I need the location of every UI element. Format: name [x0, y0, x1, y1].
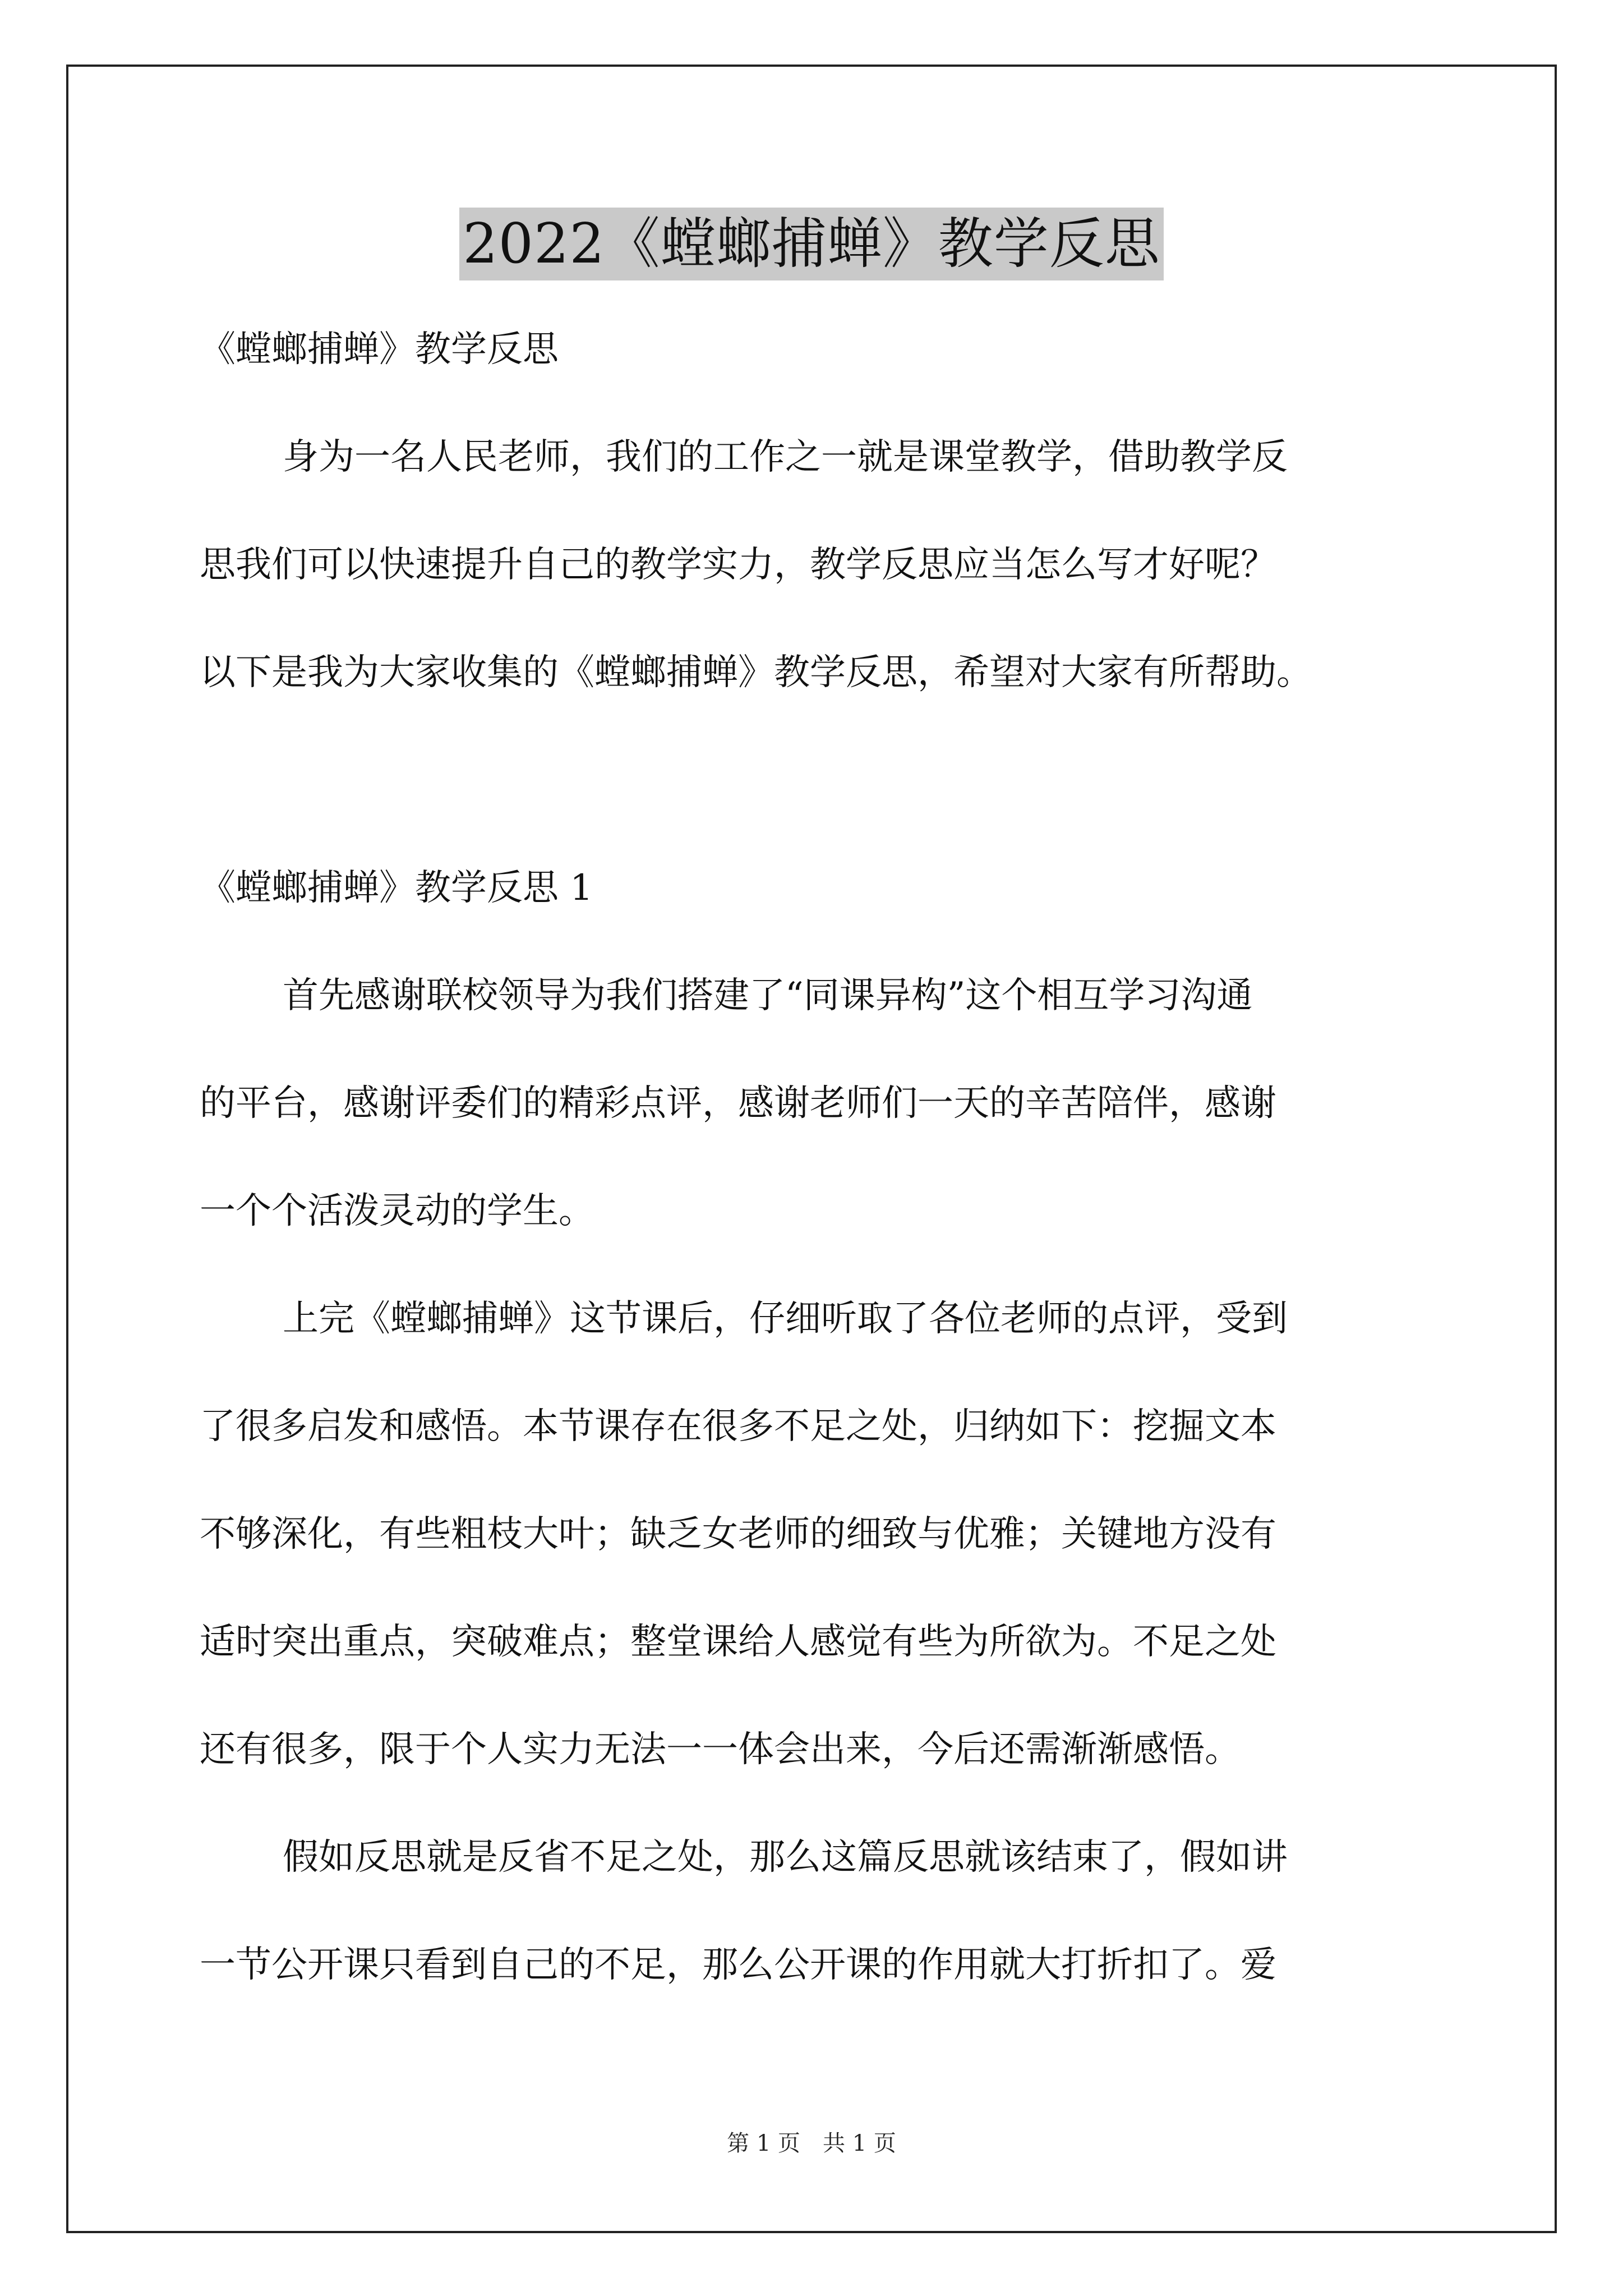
paragraph-line: 假如反思就是反省不足之处，那么这篇反思就该结束了，假如讲	[283, 1837, 1288, 1878]
page-number: 第 1 页	[727, 2131, 800, 2156]
intro-line: 身为一名人民老师，我们的工作之一就是课堂教学，借助教学反	[283, 436, 1288, 478]
paragraph-line: 适时突出重点，突破难点；整堂课给人感觉有些为所欲为。不足之处	[200, 1621, 1276, 1663]
paragraph-line: 一节公开课只看到自己的不足，那么公开课的作用就大打折扣了。爱	[200, 1944, 1276, 1986]
paragraph-line: 的平台，感谢评委们的精彩点评，感谢老师们一天的辛苦陪伴，感谢	[200, 1083, 1276, 1124]
document-title: 2022《螳螂捕蝉》教学反思	[459, 208, 1163, 280]
paragraph-line: 首先感谢联校领导为我们搭建了“同课异构”这个相互学习沟通	[283, 975, 1253, 1016]
paragraph-line: 了很多启发和感悟。本节课存在很多不足之处，归纳如下：挖掘文本	[200, 1406, 1276, 1447]
paragraph-line: 一个个活泼灵动的学生。	[200, 1190, 594, 1232]
intro-line: 以下是我为大家收集的《螳螂捕蝉》教学反思，希望对大家有所帮助。	[200, 652, 1312, 693]
subtitle: 《螳螂捕蝉》教学反思	[200, 329, 559, 370]
section-heading: 《螳螂捕蝉》教学反思 1	[200, 867, 593, 909]
page-footer	[0, 2128, 1623, 2159]
paragraph-line: 上完《螳螂捕蝉》这节课后，仔细听取了各位老师的点评，受到	[283, 1298, 1288, 1340]
paragraph-line: 不够深化，有些粗枝大叶；缺乏女老师的细致与优雅；关键地方没有	[200, 1513, 1276, 1555]
paragraph-line: 还有很多，限于个人实力无法一一体会出来，今后还需渐渐感悟。	[200, 1729, 1241, 1770]
page-total: 共 1 页	[823, 2131, 896, 2156]
intro-line: 思我们可以快速提升自己的教学实力，教学反思应当怎么写才好呢？	[200, 544, 1276, 586]
title-container	[0, 208, 1623, 280]
document-body	[200, 323, 1433, 1992]
